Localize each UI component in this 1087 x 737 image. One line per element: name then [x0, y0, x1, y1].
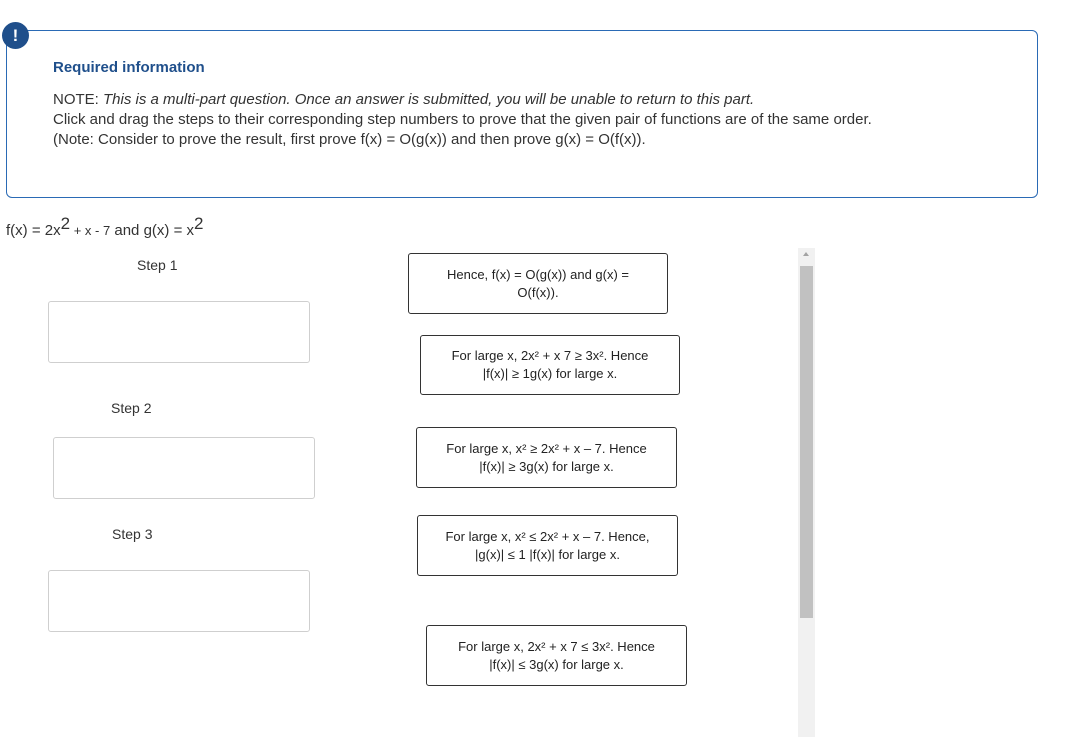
- card-line: For large x, x² ≤ 2x² + x – 7. Hence,: [445, 528, 650, 544]
- instruction-text: Click and drag the steps to their corresponding step numbers to prove that the given pair of functions are of the same order.: [53, 111, 872, 128]
- problem-statement: [6, 214, 204, 239]
- info-title: Required information: [53, 59, 205, 76]
- step-3-drop-zone[interactable]: [48, 570, 310, 632]
- card-line: |g(x)| ≤ 1 |f(x)| for large x.: [475, 546, 620, 562]
- step-1-label: Step 1: [137, 257, 178, 273]
- g-exponent: 2: [194, 214, 204, 233]
- draggable-step-card[interactable]: [417, 515, 678, 576]
- step-3-label: Step 3: [112, 526, 153, 542]
- note-prefix: NOTE:: [53, 91, 99, 108]
- and-text: and: [110, 222, 144, 239]
- card-line: |f(x)| ≤ 3g(x) for large x.: [489, 656, 624, 672]
- scroll-up-arrow-icon[interactable]: [803, 252, 809, 256]
- card-line: |f(x)| ≥ 3g(x) for large x.: [479, 458, 614, 474]
- f-definition-rest: + x - 7: [70, 223, 111, 238]
- note2-text: (Note: Consider to prove the result, first prove f(x) = O(g(x)) and then prove g(x) = O(f(x)).: [53, 131, 646, 148]
- draggable-step-card[interactable]: [426, 625, 687, 686]
- draggable-step-card[interactable]: [420, 335, 680, 395]
- step-2-label: Step 2: [111, 400, 152, 416]
- alert-icon: !: [2, 22, 29, 49]
- note-italic: This is a multi-part question. Once an answer is submitted, you will be unable to return to this part.: [103, 91, 755, 108]
- note-line: [53, 90, 983, 110]
- info-body: [53, 90, 983, 150]
- draggable-step-card[interactable]: [408, 253, 668, 314]
- card-line: For large x, 2x² + x 7 ≥ 3x². Hence: [451, 348, 649, 363]
- card-line: O(f(x)).: [517, 284, 559, 300]
- vertical-scrollbar[interactable]: [798, 248, 815, 737]
- card-line: Hence, f(x) = O(g(x)) and g(x) =: [446, 266, 630, 282]
- f-exponent: 2: [60, 214, 71, 233]
- f-definition: f(x) = 2x: [6, 222, 61, 239]
- g-definition: g(x) = x: [143, 222, 194, 239]
- required-info-panel: [6, 30, 1038, 198]
- step-2-drop-zone[interactable]: [53, 437, 315, 499]
- card-line: For large x, 2x² + x 7 ≤ 3x². Hence: [458, 638, 655, 654]
- step-1-drop-zone[interactable]: [48, 301, 310, 363]
- scrollbar-thumb[interactable]: [800, 266, 813, 618]
- card-line: |f(x)| ≥ 1g(x) for large x.: [482, 366, 618, 381]
- draggable-step-card[interactable]: [416, 427, 677, 488]
- card-line: For large x, x² ≥ 2x² + x – 7. Hence: [446, 440, 647, 456]
